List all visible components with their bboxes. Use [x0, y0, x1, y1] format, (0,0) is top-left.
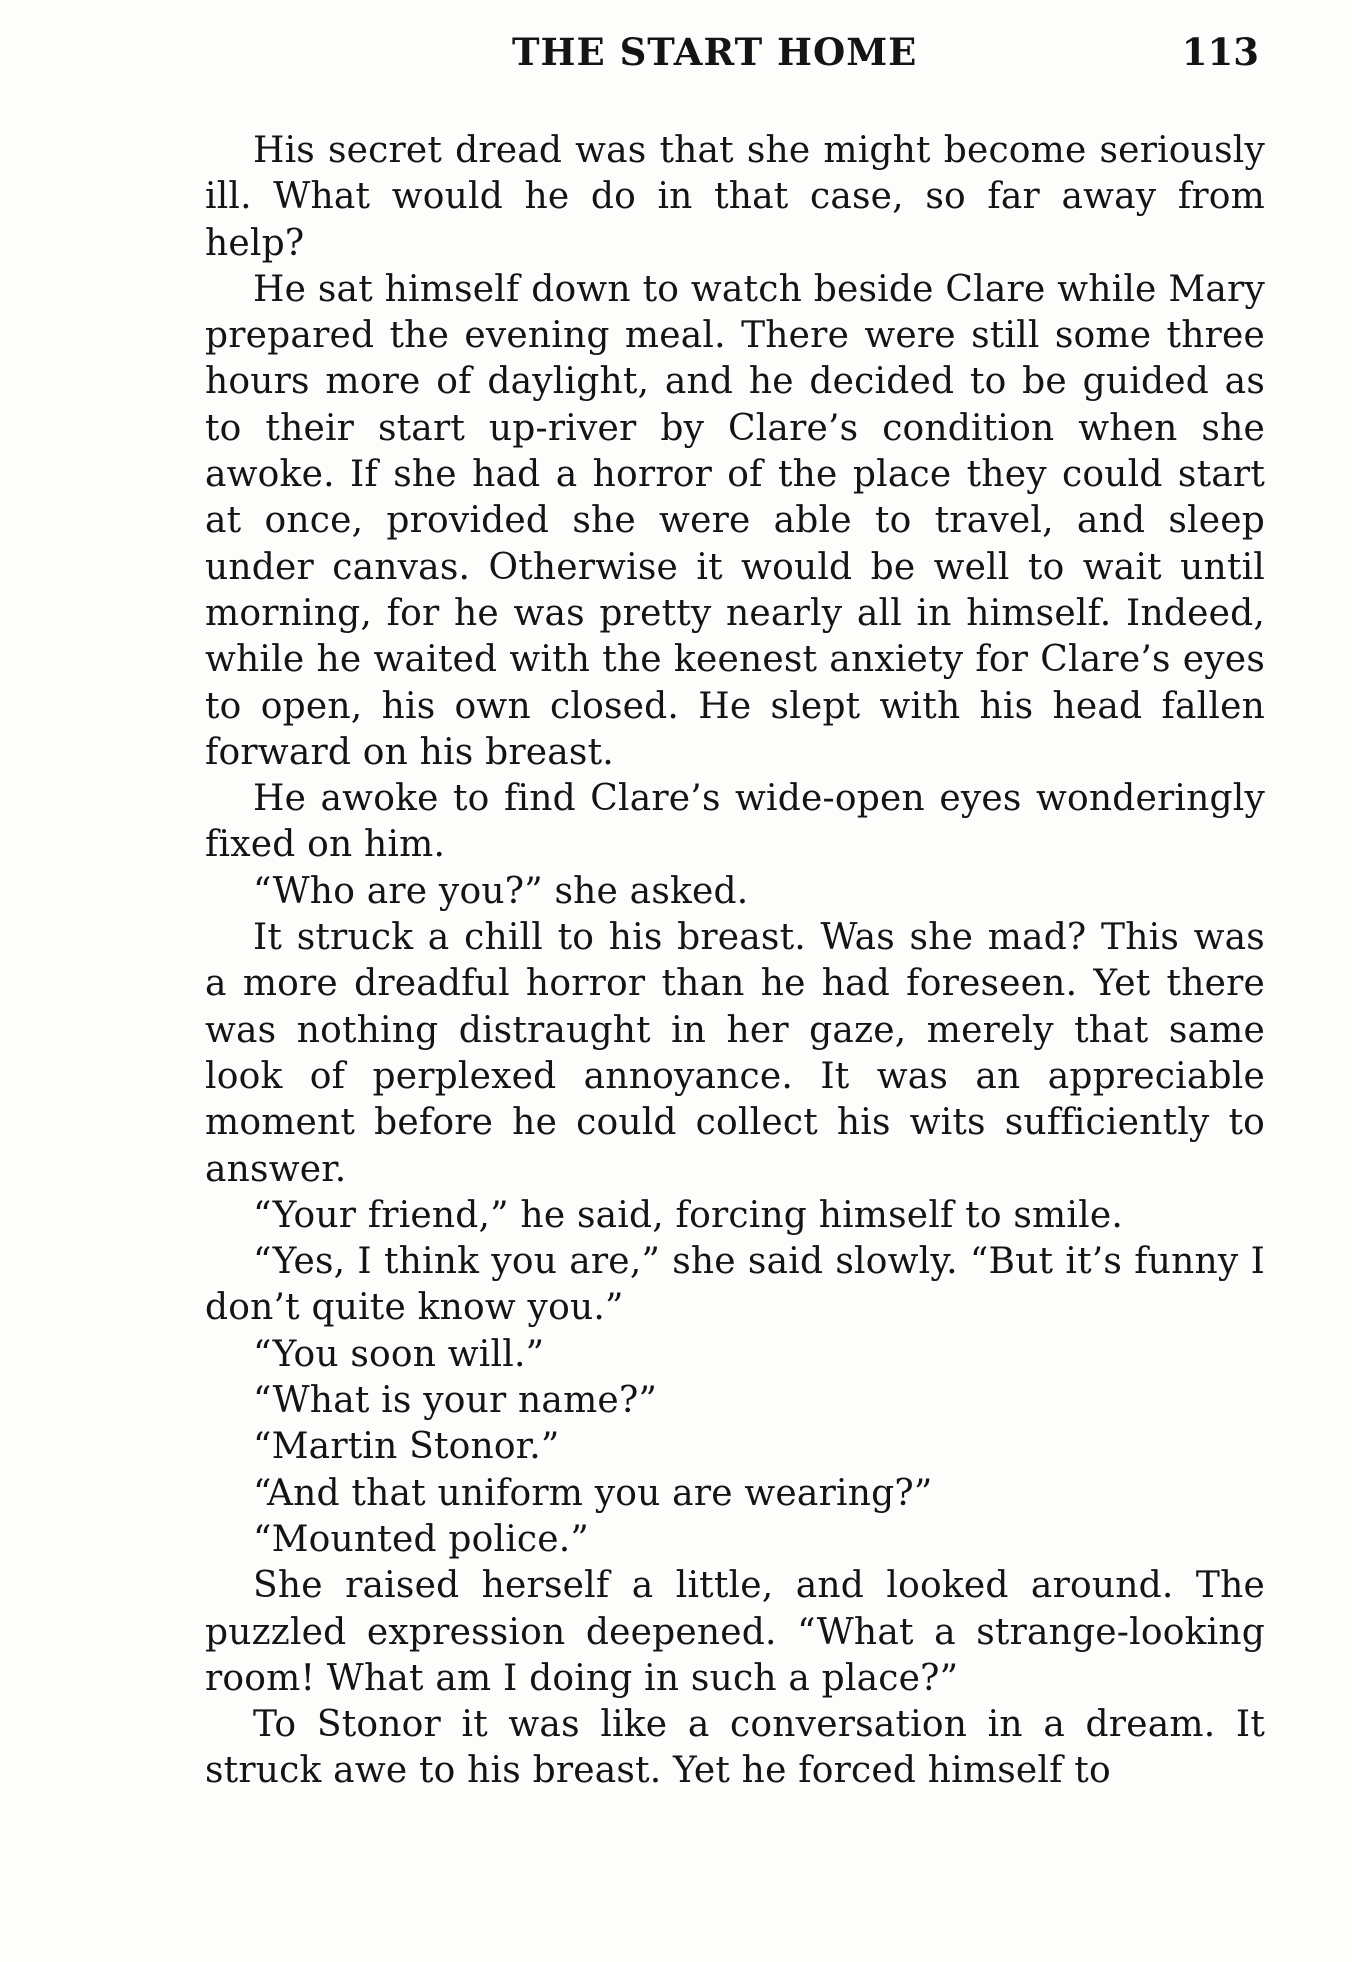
paragraph: It struck a chill to his breast. Was she mad? This was a more dreadful horror than he had foreseen. Yet there was nothing distraught in her gaze, merely that same look of perplexed annoyance. It was an appreciable moment before he could collect his wits sufficiently to answer.: [205, 917, 1265, 1190]
paragraph: “Who are you?” she asked.: [253, 870, 749, 912]
running-title: THE START HOME: [512, 30, 918, 74]
page-header: [205, 30, 1265, 90]
paragraph: “Martin Stonor.”: [253, 1426, 560, 1468]
paragraph: He awoke to find Clare’s wide-open eyes wonderingly fixed on him.: [205, 778, 1265, 866]
paragraph: He sat himself down to watch beside Clare while Mary prepared the evening meal. There were still some three hours more of daylight, and he decided to be guided as to their start up-river by Clare’s condition when she awoke. If she had a horror of the place they could start at once, provided she were able to travel, and sleep under canvas. Otherwise it would be well to wait until morning, for he was pretty nearly all in himself. Indeed, while he waited with the keenest anxiety for Clare’s eyes to open, his own closed. He slept with his head fallen forward on his breast.: [205, 268, 1265, 773]
body-text: [205, 128, 1265, 1795]
paragraph: “You soon will.”: [253, 1333, 545, 1375]
page-number: 113: [1181, 30, 1259, 74]
paragraph: “Your friend,” he said, forcing himself to smile.: [253, 1194, 1123, 1236]
paragraph: To Stonor it was like a conversation in a dream. It struck awe to his breast. Yet he forced himself to: [205, 1704, 1265, 1792]
paragraph: She raised herself a little, and looked around. The puzzled expression deepened. “What a strange-looking room! What am I doing in such a place?”: [205, 1565, 1265, 1699]
paragraph: “Mounted police.”: [253, 1518, 590, 1560]
paragraph: “What is your name?”: [253, 1380, 658, 1422]
paragraph: His secret dread was that she might become seriously ill. What would he do in that case, so far away from help?: [205, 130, 1265, 264]
paragraph: “And that uniform you are wearing?”: [253, 1472, 933, 1514]
paragraph: “Yes, I think you are,” she said slowly. “But it’s funny I don’t quite know you.”: [205, 1241, 1265, 1329]
